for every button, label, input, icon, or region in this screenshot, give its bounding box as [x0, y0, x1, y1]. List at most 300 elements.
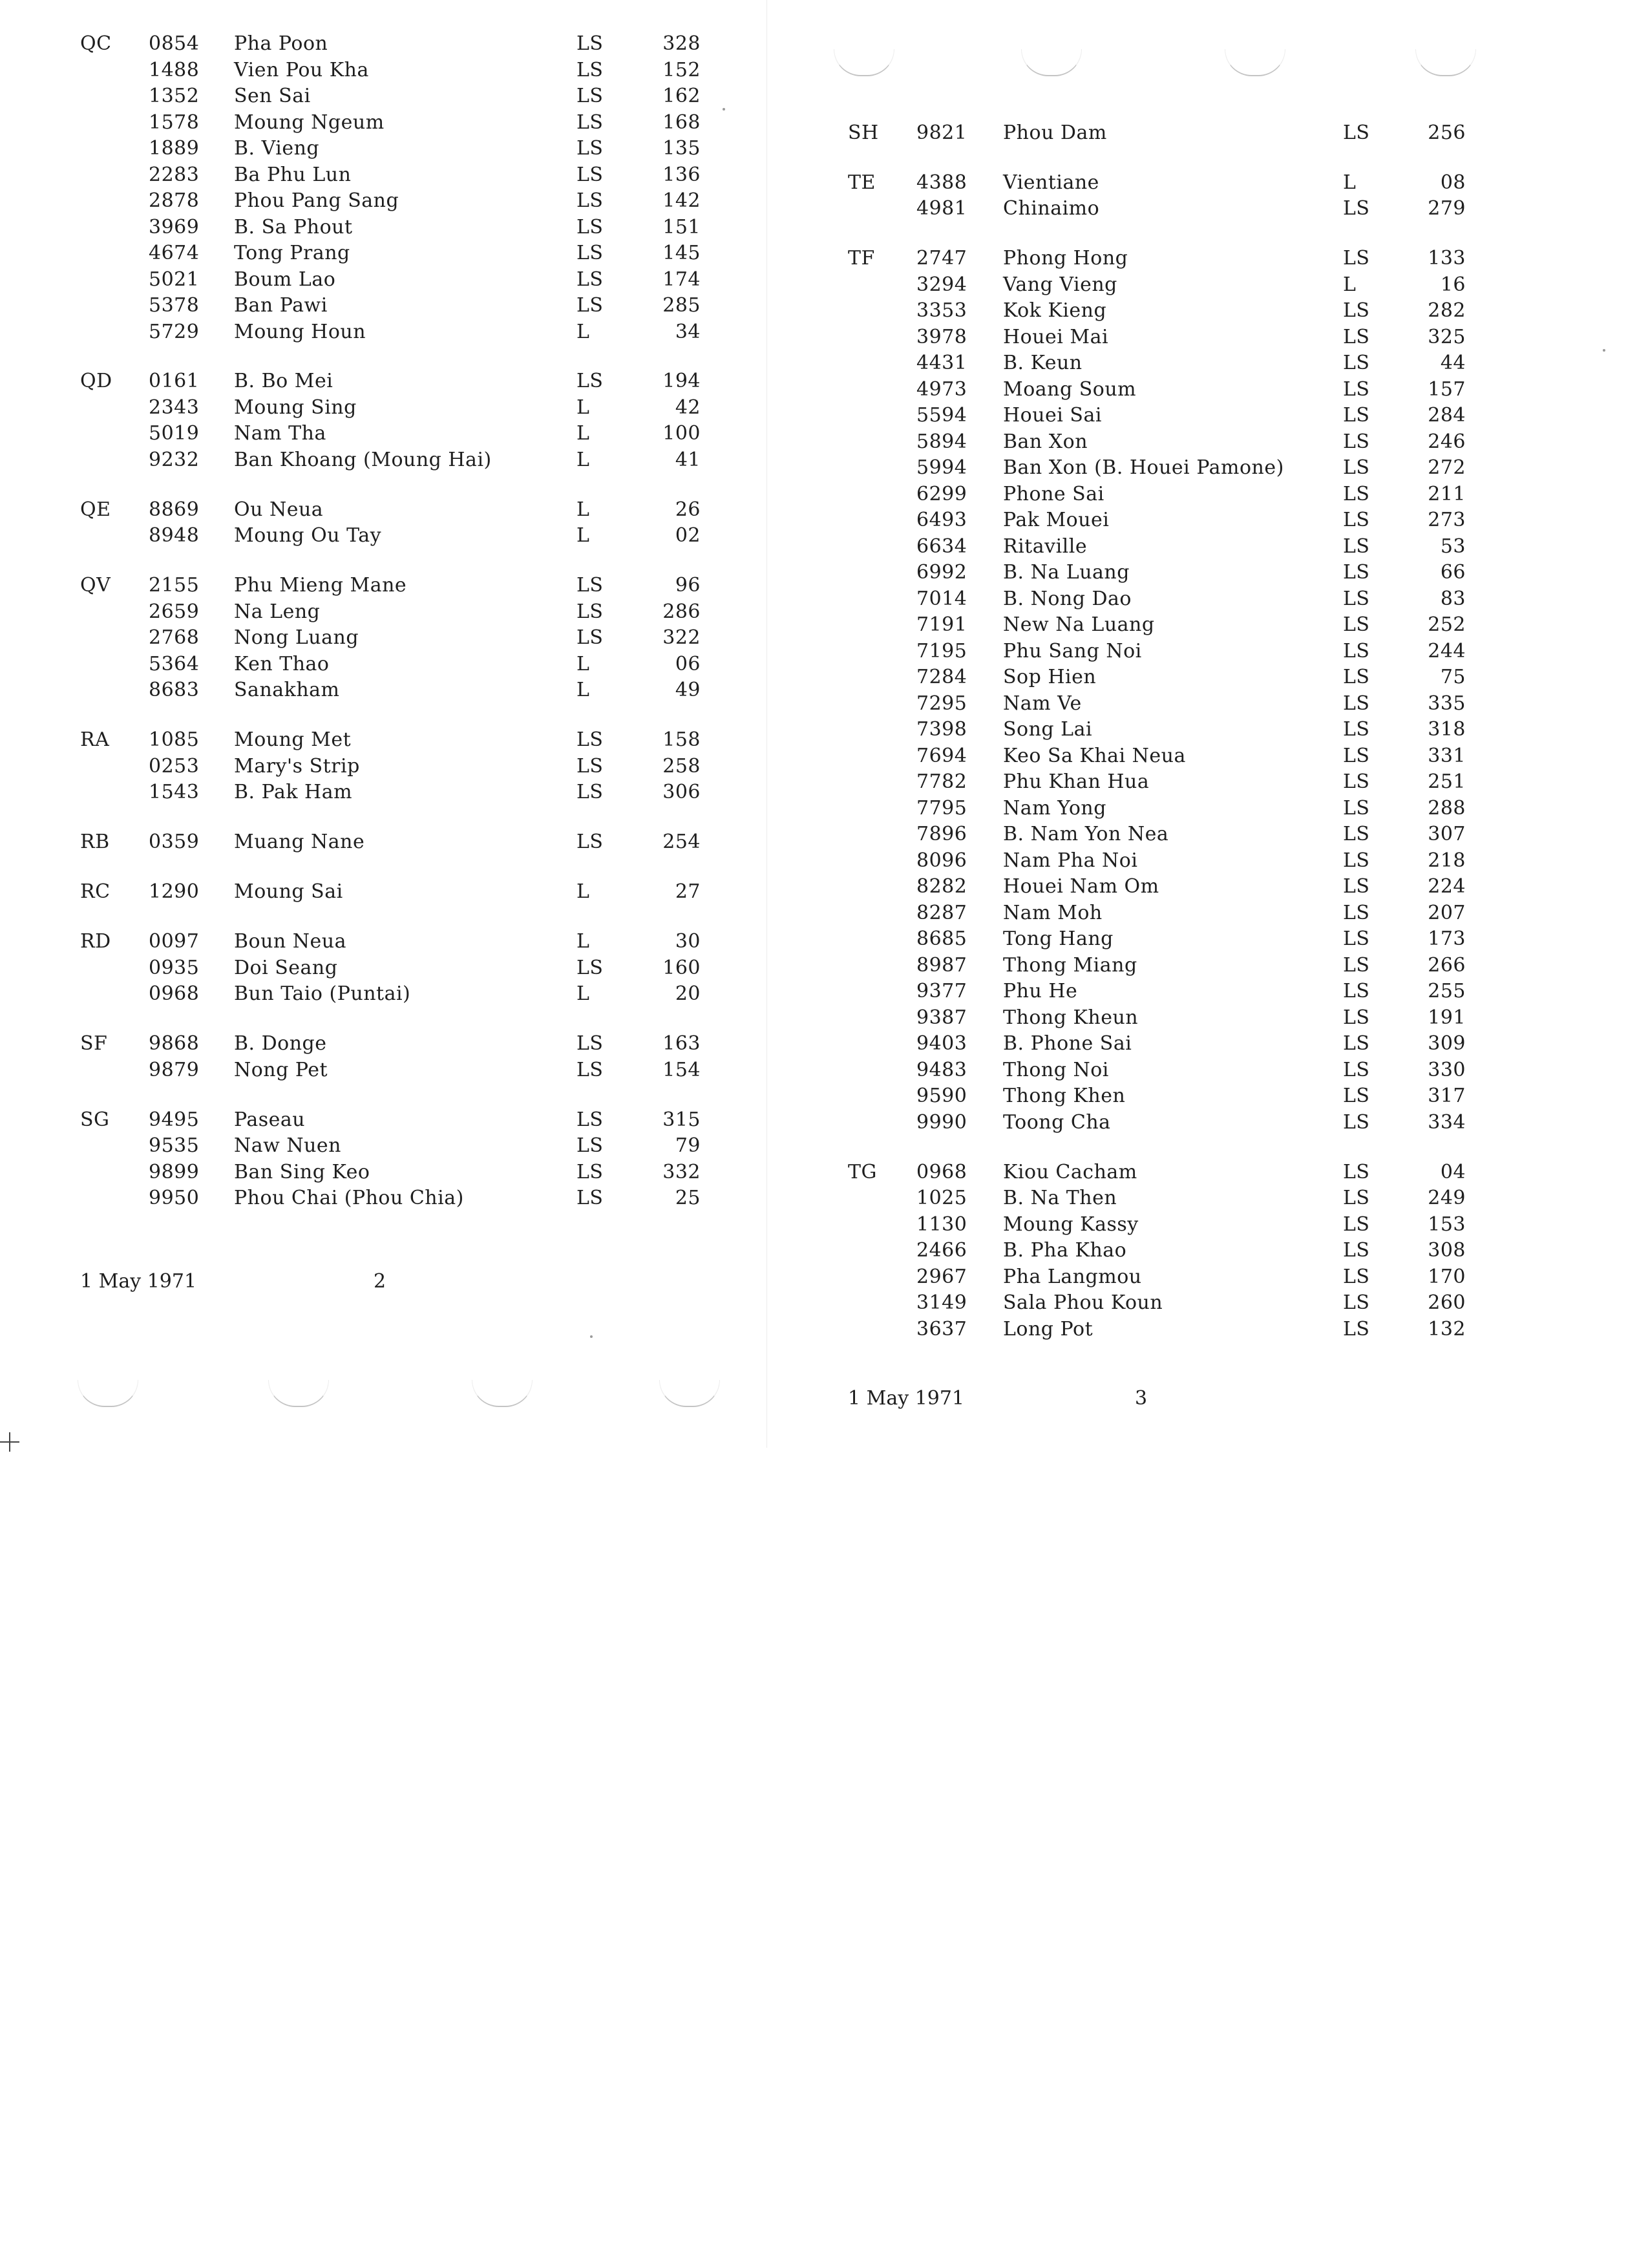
site-value: 251	[1428, 770, 1466, 794]
place-name: Vang Vieng	[1003, 273, 1117, 296]
grid-number: 9377	[916, 980, 967, 1003]
facility-type: LS	[1343, 197, 1370, 220]
site-value: 145	[662, 242, 701, 264]
grid-number: 4981	[916, 197, 967, 220]
grid-number: 2747	[916, 247, 967, 270]
place-name: B. Bo Mei	[234, 370, 333, 393]
grid-number: 9868	[149, 1032, 200, 1055]
footer-page-number: 2	[374, 1270, 386, 1293]
table-row	[769, 769, 1558, 795]
table-row	[0, 1107, 766, 1133]
place-name: Long Pot	[1003, 1317, 1093, 1341]
grid-number: 8948	[149, 524, 200, 547]
facility-type: LS	[576, 294, 604, 317]
page-footer	[769, 1386, 1558, 1412]
facility-type: LS	[1343, 613, 1370, 637]
site-value: 249	[1428, 1187, 1466, 1210]
place-name: Moang Soum	[1003, 377, 1137, 401]
table-row	[769, 1005, 1558, 1031]
grid-number: 9821	[916, 122, 967, 144]
table-row	[0, 497, 766, 523]
facility-type: LS	[1343, 299, 1370, 323]
facility-type: LS	[576, 1058, 604, 1081]
site-value: 133	[1428, 247, 1466, 270]
place-name: Boum Lao	[234, 268, 336, 291]
grid-code: SH	[848, 122, 879, 144]
facility-type: L	[576, 524, 590, 547]
grid-number: 0968	[149, 982, 200, 1006]
facility-type: LS	[1343, 509, 1370, 532]
table-row	[0, 652, 766, 677]
table-row	[0, 955, 766, 981]
facility-type: L	[576, 422, 590, 445]
table-row	[769, 1160, 1558, 1185]
place-name: Ban Khoang (Moung Hai)	[234, 448, 492, 471]
facility-type: LS	[576, 600, 604, 623]
grid-number: 7782	[916, 770, 967, 794]
facility-type: LS	[1343, 482, 1370, 505]
place-name: Pha Langmou	[1003, 1265, 1142, 1288]
table-row	[0, 395, 766, 421]
site-value: 273	[1428, 509, 1466, 532]
place-name: Muang Nane	[234, 831, 365, 854]
place-name: Naw Nuen	[234, 1134, 341, 1158]
place-name: Moung Sai	[234, 880, 343, 904]
place-name: Houei Mai	[1003, 325, 1109, 348]
table-row	[769, 403, 1558, 429]
site-value: 244	[1428, 639, 1466, 662]
site-value: 173	[1428, 927, 1466, 951]
site-value: 04	[1440, 1160, 1466, 1183]
site-value: 53	[1440, 535, 1466, 558]
table-row	[769, 298, 1558, 324]
table-row	[769, 429, 1558, 455]
grid-number: 7014	[916, 587, 967, 610]
site-value: 152	[662, 58, 701, 81]
site-value: 279	[1428, 197, 1466, 220]
table-row	[0, 573, 766, 599]
place-name: Chinaimo	[1003, 197, 1100, 220]
table-row	[769, 1212, 1558, 1238]
site-value: 158	[662, 728, 701, 752]
facility-type: LS	[1343, 247, 1370, 270]
grid-number: 2343	[149, 396, 200, 419]
grid-number: 8287	[916, 901, 967, 924]
table-row	[0, 625, 766, 651]
site-value: 157	[1428, 377, 1466, 401]
site-value: 256	[1428, 122, 1466, 144]
site-value: 328	[662, 32, 701, 55]
grid-number: 7295	[916, 692, 967, 715]
place-name: Thong Khen	[1003, 1085, 1126, 1108]
grid-number: 1488	[149, 58, 200, 81]
grid-code: SF	[80, 1032, 108, 1055]
place-name: Ban Pawi	[234, 294, 328, 317]
grid-code: QD	[80, 370, 112, 393]
table-row	[0, 523, 766, 549]
grid-number: 9495	[149, 1108, 200, 1131]
grid-number: 8685	[916, 927, 967, 951]
site-value: 315	[662, 1108, 701, 1131]
facility-type: LS	[1343, 1085, 1370, 1108]
facility-type: L	[576, 320, 590, 343]
facility-type: L	[1343, 273, 1357, 296]
site-value: 44	[1440, 352, 1466, 375]
grid-number: 3978	[916, 325, 967, 348]
place-name: Bun Taio (Puntai)	[234, 982, 411, 1006]
grid-number: 4431	[916, 352, 967, 375]
table-row	[769, 926, 1558, 952]
facility-type: LS	[1343, 770, 1370, 794]
facility-type: LS	[1343, 1265, 1370, 1288]
site-value: 211	[1428, 482, 1466, 505]
place-name: Nong Luang	[234, 626, 359, 650]
grid-code: TE	[848, 171, 876, 194]
place-name: Phou Pang Sang	[234, 189, 399, 212]
facility-type: LS	[1343, 1032, 1370, 1055]
facility-type: LS	[576, 1187, 604, 1210]
grid-number: 9483	[916, 1058, 967, 1081]
grid-number: 2659	[149, 600, 200, 623]
site-value: 335	[1428, 692, 1466, 715]
site-value: 317	[1428, 1085, 1466, 1108]
site-value: 132	[1428, 1317, 1466, 1341]
facility-type: LS	[1343, 325, 1370, 348]
place-name: Thong Kheun	[1003, 1006, 1139, 1029]
site-value: 258	[662, 754, 701, 778]
grid-number: 1130	[916, 1213, 967, 1236]
table-row	[769, 534, 1558, 560]
facility-type: LS	[1343, 1239, 1370, 1262]
grid-number: 2768	[149, 626, 200, 650]
place-name: Nam Pha Noi	[1003, 849, 1138, 872]
grid-number: 5021	[149, 268, 200, 291]
place-name: Nam Tha	[234, 422, 326, 445]
table-row	[769, 482, 1558, 507]
facility-type: LS	[1343, 1187, 1370, 1210]
facility-type: LS	[576, 574, 604, 597]
grid-number: 5894	[916, 430, 967, 453]
site-value: 191	[1428, 1006, 1466, 1029]
facility-type: LS	[1343, 122, 1370, 144]
place-name: Mary's Strip	[234, 754, 360, 778]
table-row	[0, 58, 766, 83]
grid-number: 9879	[149, 1058, 200, 1081]
place-name: B. Nam Yon Nea	[1003, 823, 1169, 846]
table-row	[769, 664, 1558, 690]
grid-code: RD	[80, 930, 111, 953]
grid-code: RA	[80, 728, 110, 752]
grid-code: RC	[80, 880, 111, 904]
table-row	[769, 586, 1558, 612]
site-value: 02	[675, 524, 701, 547]
table-row	[0, 267, 766, 293]
table-row	[769, 1057, 1558, 1083]
grid-number: 9535	[149, 1134, 200, 1158]
site-value: 20	[675, 982, 701, 1006]
facility-type: LS	[576, 754, 604, 778]
site-value: 254	[662, 831, 701, 854]
place-name: Boun Neua	[234, 930, 346, 953]
facility-type: LS	[576, 215, 604, 238]
place-name: Na Leng	[234, 600, 321, 623]
table-row	[769, 639, 1558, 664]
facility-type: L	[576, 982, 590, 1006]
table-row	[0, 319, 766, 345]
table-row	[769, 743, 1558, 769]
facility-type: LS	[1343, 927, 1370, 951]
grid-number: 7191	[916, 613, 967, 637]
facility-type: LS	[1343, 875, 1370, 898]
grid-number: 1578	[149, 111, 200, 134]
facility-type: L	[576, 448, 590, 471]
site-value: 246	[1428, 430, 1466, 453]
registration-mark	[0, 1432, 19, 1452]
place-name: Phou Chai (Phou Chia)	[234, 1187, 464, 1210]
site-value: 218	[1428, 849, 1466, 872]
table-row	[0, 981, 766, 1007]
facility-type: LS	[576, 1160, 604, 1183]
place-name: B. Na Then	[1003, 1187, 1117, 1210]
footer-date: 1 May 1971	[80, 1270, 197, 1293]
facility-type: LS	[576, 831, 604, 854]
table-row	[0, 136, 766, 162]
facility-type: LS	[576, 626, 604, 650]
facility-type: LS	[1343, 456, 1370, 480]
site-value: 168	[662, 111, 701, 134]
facility-type: LS	[1343, 377, 1370, 401]
place-name: Phu Sang Noi	[1003, 639, 1142, 662]
site-value: 66	[1440, 561, 1466, 584]
table-row	[0, 215, 766, 240]
place-name: Houei Sai	[1003, 404, 1102, 427]
grid-number: 4973	[916, 377, 967, 401]
grid-number: 2878	[149, 189, 200, 212]
facility-type: LS	[576, 1032, 604, 1055]
site-value: 06	[675, 652, 701, 675]
facility-type: LS	[1343, 1213, 1370, 1236]
punch-hole-mark	[268, 1380, 329, 1407]
table-row	[769, 821, 1558, 847]
site-value: 79	[675, 1134, 701, 1158]
table-row	[769, 560, 1558, 586]
grid-number: 7398	[916, 718, 967, 741]
grid-number: 1085	[149, 728, 200, 752]
place-name: Vien Pou Kha	[234, 58, 369, 81]
facility-type: L	[576, 930, 590, 953]
site-value: 151	[662, 215, 701, 238]
table-row	[769, 272, 1558, 298]
grid-number: 8987	[916, 953, 967, 977]
site-value: 96	[675, 574, 701, 597]
table-row	[0, 1133, 766, 1159]
facility-type: LS	[1343, 849, 1370, 872]
place-name: B. Keun	[1003, 352, 1083, 375]
table-row	[0, 1031, 766, 1057]
table-row	[0, 929, 766, 955]
place-name: Phu Khan Hua	[1003, 770, 1150, 794]
site-value: 75	[1440, 666, 1466, 689]
facility-type: L	[576, 396, 590, 419]
site-value: 154	[662, 1058, 701, 1081]
scan-speck	[1603, 349, 1605, 352]
table-row	[769, 796, 1558, 821]
grid-code: QV	[80, 574, 111, 597]
grid-number: 8096	[916, 849, 967, 872]
facility-type: LS	[576, 1108, 604, 1131]
place-name: Phu He	[1003, 980, 1078, 1003]
facility-type: LS	[1343, 796, 1370, 820]
site-value: 153	[1428, 1213, 1466, 1236]
grid-number: 4674	[149, 242, 200, 264]
facility-type: LS	[576, 728, 604, 752]
table-row	[0, 162, 766, 188]
table-row	[0, 677, 766, 703]
grid-code: QE	[80, 498, 111, 521]
table-row	[769, 1031, 1558, 1057]
grid-number: 7694	[916, 744, 967, 767]
place-name: Phou Dam	[1003, 122, 1107, 144]
site-value: 26	[675, 498, 701, 521]
site-value: 142	[662, 189, 701, 212]
place-name: Toong Cha	[1003, 1110, 1111, 1134]
place-name: Moung Ngeum	[234, 111, 385, 134]
site-value: 163	[662, 1032, 701, 1055]
site-value: 41	[675, 448, 701, 471]
grid-number: 1543	[149, 781, 200, 804]
grid-number: 7896	[916, 823, 967, 846]
table-row	[0, 727, 766, 753]
scan-speck	[723, 108, 725, 111]
grid-number: 3969	[149, 215, 200, 238]
place-name: Pha Poon	[234, 32, 328, 55]
grid-number: 2466	[916, 1239, 967, 1262]
table-row	[769, 874, 1558, 900]
table-row	[0, 83, 766, 109]
grid-number: 6634	[916, 535, 967, 558]
site-value: 288	[1428, 796, 1466, 820]
facility-type: LS	[576, 1134, 604, 1158]
place-name: Tong Hang	[1003, 927, 1114, 951]
site-value: 266	[1428, 953, 1466, 977]
table-row	[769, 900, 1558, 926]
facility-type: LS	[1343, 901, 1370, 924]
table-row	[769, 1185, 1558, 1211]
place-name: Kiou Cacham	[1003, 1160, 1137, 1183]
grid-number: 9387	[916, 1006, 967, 1029]
table-row	[769, 324, 1558, 350]
place-name: Sala Phou Koun	[1003, 1291, 1163, 1315]
site-value: 136	[662, 163, 701, 186]
facility-type: LS	[576, 956, 604, 979]
place-name: B. Donge	[234, 1032, 327, 1055]
table-row	[0, 293, 766, 319]
table-row	[769, 1083, 1558, 1109]
facility-type: LS	[576, 370, 604, 393]
grid-number: 1025	[916, 1187, 967, 1210]
facility-type: L	[1343, 171, 1357, 194]
table-row	[0, 1185, 766, 1211]
table-row	[769, 196, 1558, 222]
grid-number: 3353	[916, 299, 967, 323]
table-row	[769, 1264, 1558, 1290]
site-value: 08	[1440, 171, 1466, 194]
place-name: Ban Xon (B. Houei Pamone)	[1003, 456, 1284, 480]
grid-number: 5019	[149, 422, 200, 445]
table-row	[0, 368, 766, 394]
facility-type: LS	[1343, 823, 1370, 846]
scan-speck	[590, 1335, 593, 1338]
table-row	[769, 1110, 1558, 1136]
grid-number: 9232	[149, 448, 200, 471]
place-name: B. Phone Sai	[1003, 1032, 1132, 1055]
place-name: B. Sa Phout	[234, 215, 353, 238]
site-value: 42	[675, 396, 701, 419]
grid-number: 3294	[916, 273, 967, 296]
punch-hole-mark	[1021, 49, 1082, 76]
table-row	[769, 170, 1558, 196]
facility-type: LS	[1343, 718, 1370, 741]
facility-type: LS	[1343, 561, 1370, 584]
place-name: Moung Kassy	[1003, 1213, 1139, 1236]
grid-number: 9590	[916, 1085, 967, 1108]
place-name: Moung Ou Tay	[234, 524, 382, 547]
table-row	[769, 953, 1558, 979]
grid-number: 0253	[149, 754, 200, 778]
table-row	[769, 120, 1558, 146]
grid-number: 1290	[149, 880, 200, 904]
page-footer	[0, 1269, 766, 1295]
place-name: Houei Nam Om	[1003, 875, 1159, 898]
place-name: Kok Kieng	[1003, 299, 1107, 323]
site-value: 318	[1428, 718, 1466, 741]
facility-type: LS	[576, 268, 604, 291]
place-name: B. Vieng	[234, 137, 320, 160]
facility-type: LS	[1343, 404, 1370, 427]
place-name: Nam Moh	[1003, 901, 1103, 924]
place-name: B. Pha Khao	[1003, 1239, 1127, 1262]
facility-type: L	[576, 652, 590, 675]
grid-number: 5378	[149, 294, 200, 317]
grid-number: 1352	[149, 85, 200, 107]
grid-number: 8282	[916, 875, 967, 898]
site-value: 160	[662, 956, 701, 979]
facility-type: LS	[1343, 587, 1370, 610]
site-value: 332	[662, 1160, 701, 1183]
grid-number: 0097	[149, 930, 200, 953]
table-row	[769, 377, 1558, 403]
place-name: Sen Sai	[234, 85, 311, 107]
facility-type: LS	[576, 242, 604, 264]
place-name: Nam Yong	[1003, 796, 1106, 820]
place-name: Paseau	[234, 1108, 306, 1131]
facility-type: LS	[576, 58, 604, 81]
facility-type: LS	[1343, 1160, 1370, 1183]
place-name: Thong Miang	[1003, 953, 1137, 977]
place-name: Vientiane	[1003, 171, 1099, 194]
grid-number: 2967	[916, 1265, 967, 1288]
facility-type: L	[576, 679, 590, 702]
site-value: 207	[1428, 901, 1466, 924]
facility-type: LS	[576, 781, 604, 804]
place-name: Ou Neua	[234, 498, 324, 521]
site-value: 330	[1428, 1058, 1466, 1081]
grid-number: 9950	[149, 1187, 200, 1210]
facility-type: LS	[576, 189, 604, 212]
place-name: Ban Sing Keo	[234, 1160, 370, 1183]
table-row	[0, 447, 766, 473]
site-value: 27	[675, 880, 701, 904]
